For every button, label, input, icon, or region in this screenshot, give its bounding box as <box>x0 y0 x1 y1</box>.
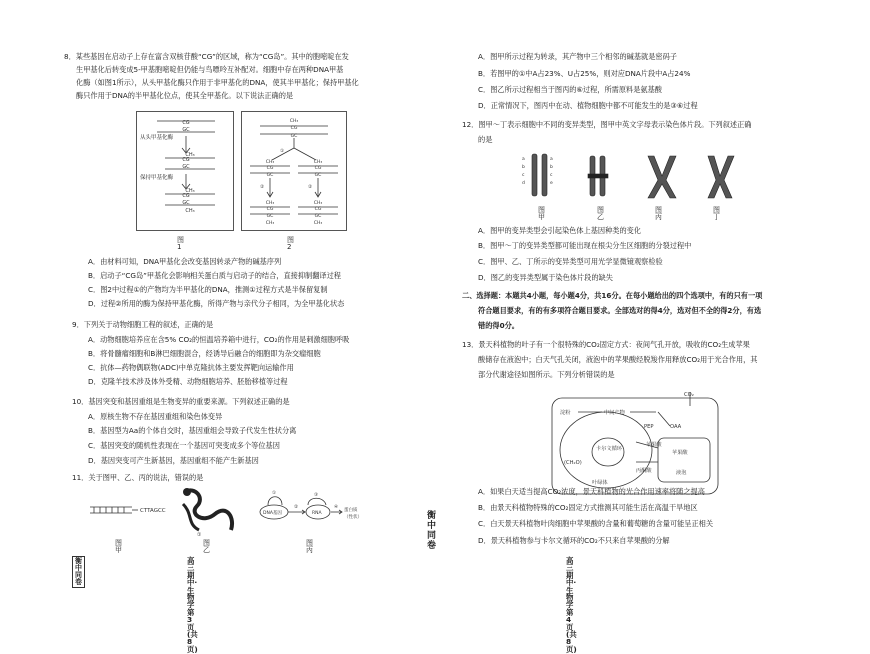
q9-option-a: A．动物细胞培养应在含5% CO₂的恒温培养箱中进行，CO₂的作用是刺激细胞呼吸 <box>88 335 350 344</box>
svg-text:GC: GC <box>266 214 274 219</box>
svg-text:CH₃: CH₃ <box>185 208 195 214</box>
svg-text:CH₃: CH₃ <box>313 160 323 165</box>
svg-text:CH₃: CH₃ <box>185 188 195 194</box>
svg-text:CG: CG <box>266 207 274 212</box>
q10-option-a: A．原核生物不存在基因重组和染色体变异 <box>88 412 223 421</box>
section2-line-1: 二、选择题：本题共4小题，每小题4分，共16分。在每小题给出的四个选项中，有的只有一项 <box>462 291 763 300</box>
q11-seq: CTTAGCC <box>140 508 166 514</box>
figure-2 <box>241 111 347 231</box>
q11-caption-bing: 图丙 <box>306 539 313 554</box>
svg-text:GC: GC <box>314 214 322 219</box>
fig2-caption: 图2 <box>287 236 294 251</box>
q13-vacuole: 液泡 <box>676 470 687 476</box>
svg-text:CG: CG <box>314 166 322 171</box>
q13-pyruvate: 丙酮酸 <box>636 468 652 474</box>
svg-text:①: ① <box>197 532 202 538</box>
q9-option-c: C．抗体—药物偶联物(ADC)中单克隆抗体主要发挥靶向运输作用 <box>88 363 294 372</box>
svg-text:b: b <box>550 165 553 170</box>
q11-dna-label: DNA基因 <box>263 511 282 516</box>
q11-stem: 11．关于图甲、乙、丙的说法，错误的是 <box>72 473 204 482</box>
q13-oaa: OAA <box>670 424 682 430</box>
q8-line-2: 生甲基化后转变成5-甲基胞嘧啶但仍能与鸟嘌呤互补配对。细胞中存在两种DNA甲基 <box>76 65 344 74</box>
fig1-label-denovo: 从头甲基化酶 <box>140 135 174 141</box>
q8-line-4: 酶只作用于DNA的半甲基化位点，使其全甲基化。以下说法正确的是 <box>76 91 294 100</box>
svg-text:GC: GC <box>182 127 190 133</box>
q13-option-b: B．由景天科植物特殊的CO₂固定方式推测其可能生活在高温干旱地区 <box>478 503 698 512</box>
svg-text:CG: CG <box>290 126 298 131</box>
q10-option-d: D．基因突变可产生新基因，基因重组不能产生新基因 <box>88 456 259 465</box>
svg-text:GC: GC <box>182 164 190 170</box>
q9-stem: 9．下列关于动物细胞工程的叙述，正确的是 <box>72 320 214 329</box>
q8-option-a: A．由材料可知，DNA甲基化会改变基因转录产物的碱基序列 <box>88 257 282 266</box>
q13-co2: CO₂ <box>684 392 694 398</box>
gutter-seal <box>425 510 443 572</box>
q8-option-b: B．启动子“CG岛”甲基化会影响相关蛋白质与启动子的结合，直接抑制翻译过程 <box>88 271 341 280</box>
svg-text:GC: GC <box>182 200 190 206</box>
svg-text:①: ① <box>279 149 285 154</box>
q12-figures <box>520 150 760 206</box>
svg-text:GC: GC <box>314 173 322 178</box>
q13-calvin: 卡尔文循环 <box>596 446 622 452</box>
q9-option-b: B．将骨髓瘤细胞和B淋巴细胞混合，经诱导后融合的细胞即为杂交瘤细胞 <box>88 349 321 358</box>
svg-text:b: b <box>522 165 525 170</box>
q11-rna-label: RNA <box>312 511 322 516</box>
svg-text:d: d <box>522 181 525 186</box>
section2-line-2: 符合题目要求，有的有多项符合题目要求。全部选对的得4分，选对但不全的得2分，有选 <box>478 306 762 315</box>
footer-right-page: 高三期中·生物学 第 4 页(共 8 页) <box>566 556 577 654</box>
q13-line-3: 部分代谢途径如图所示。下列分析错误的是 <box>478 370 615 379</box>
svg-text:②: ② <box>294 505 299 510</box>
fig1-caption: 图1 <box>177 236 184 251</box>
q12-option-a: A．图甲的变异类型会引起染色体上基因种类的变化 <box>478 226 642 235</box>
q11-caption-yi: 图乙 <box>203 539 210 554</box>
svg-text:CH₃: CH₃ <box>185 152 195 158</box>
svg-text:c: c <box>522 173 525 178</box>
svg-text:CH₃: CH₃ <box>265 160 275 165</box>
svg-text:c: c <box>550 173 553 178</box>
svg-text:CG: CG <box>314 207 322 212</box>
q10-option-b: B．基因型为Aa的个体自交时，基因重组会导致子代发生性状分离 <box>88 426 297 435</box>
svg-text:GC: GC <box>266 173 274 178</box>
q8-option-d: D．过程②所用的酶为保持甲基化酶，所得产物与亲代分子相同，为全甲基化状态 <box>88 299 345 308</box>
q12-caption-ding: 图丁 <box>713 206 720 221</box>
svg-text:CH₃: CH₃ <box>313 221 323 226</box>
svg-text:①: ① <box>272 491 277 496</box>
q13-starch: 淀粉 <box>560 410 571 416</box>
figure-1 <box>136 111 234 231</box>
q13-option-c: C．白天景天科植物叶肉细胞中苹果酸的含量和葡萄糖的含量可能呈正相关 <box>478 519 714 528</box>
svg-text:CG: CG <box>182 157 190 163</box>
q13-option-d: D．景天科植物参与卡尔文循环的CO₂不只来自苹果酸的分解 <box>478 536 670 545</box>
footer-left-page: 高三期中·生物学 第 3 页(共 8 页) <box>187 556 198 654</box>
q12-option-d: D．图乙的变异类型属于染色体片段的缺失 <box>478 273 613 282</box>
svg-text:②: ② <box>307 185 313 190</box>
svg-text:CG: CG <box>182 120 190 126</box>
q13-intermediate: 中间产物 <box>604 410 625 416</box>
q12-option-b: B．图甲～丁的变异类型都可能出现在根尖分生区细胞的分裂过程中 <box>478 241 692 250</box>
q11-option-d: D．正常情况下，图丙中在动、植物细胞中都不可能发生的是③⑥过程 <box>478 101 698 110</box>
q12-caption-bing: 图丙 <box>655 206 662 221</box>
q8-option-c: C．图2中过程①的产物均为半甲基化的DNA，推测①过程方式是半保留复制 <box>88 285 328 294</box>
q11-fig-jia <box>88 493 178 527</box>
q11-option-c: C．图乙所示过程相当于图丙的⑥过程，所需原料是氨基酸 <box>478 85 662 94</box>
q13-malate-vacuole: 苹果酸 <box>672 450 688 456</box>
svg-text:e: e <box>550 181 553 186</box>
q10-option-c: C．基因突变的随机性表现在一个基因可突变成多个等位基因 <box>88 441 280 450</box>
fig1-label-maintenance: 保持甲基化酶 <box>140 175 174 181</box>
figure-1-diagram <box>137 112 233 230</box>
footer-badge: 衡中同卷 <box>72 556 85 588</box>
section2-line-3: 错的得0分。 <box>478 321 519 330</box>
q13-line-1: 13．景天科植物的叶子有一个很特殊的CO₂固定方式：夜间气孔开放，吸收的CO₂生成苹果 <box>462 340 750 349</box>
svg-text:②: ② <box>259 185 265 190</box>
gutter-seal-text: 衡中同卷 <box>425 510 435 550</box>
svg-text:a: a <box>550 157 553 162</box>
q11-protein-label: 蛋白质 <box>344 508 358 513</box>
svg-text:CH₃: CH₃ <box>265 221 275 226</box>
svg-text:CG: CG <box>266 166 274 171</box>
q11-protein-label-2: （性状） <box>344 515 362 520</box>
q12-option-c: C．图甲、乙、丁所示的变异类型可用光学显微镜观察检验 <box>478 257 663 266</box>
q13-chloroplast: 叶绿体 <box>592 480 608 486</box>
q11-fig-bing <box>254 488 364 528</box>
svg-text:CH₃: CH₃ <box>313 201 323 206</box>
svg-text:CH₃: CH₃ <box>265 201 275 206</box>
q12-line-1: 12．图甲～丁表示细胞中不同的变异类型，图甲中英文字母表示染色体片段。下列叙述正确 <box>462 120 752 129</box>
q12-line-2: 的是 <box>478 135 493 144</box>
q9-option-d: D．克隆羊技术涉及体外受精、动物细胞培养、胚胎移植等过程 <box>88 377 288 386</box>
q13-pep: PEP <box>644 424 654 430</box>
svg-text:CH₃: CH₃ <box>289 119 299 124</box>
q11-option-a: A．图甲所示过程为转录，其产物中三个相邻的碱基就是密码子 <box>478 52 677 61</box>
q13-malate: 苹果酸 <box>646 442 662 448</box>
q13-option-a: A．如果白天适当提高CO₂浓度，景天科植物的光合作用速率将随之提高 <box>478 487 705 496</box>
svg-text:CG: CG <box>182 193 190 199</box>
q12-caption-jia: 图甲 <box>538 206 545 221</box>
svg-text:a: a <box>522 157 525 162</box>
q8-line-3: 化酶（如图1所示），从头甲基化酶只作用于非甲基化的DNA，使其半甲基化；保持甲基化 <box>76 78 359 87</box>
q11-fig-yi <box>175 484 245 538</box>
q13-diagram <box>548 388 724 498</box>
q12-caption-yi: 图乙 <box>597 206 604 221</box>
q13-ch2o: (CH₂O) <box>564 460 582 466</box>
figure-2-diagram <box>242 112 346 230</box>
q11-option-b: B．若图甲的①中A占23%、U占25%，则对应DNA片段中A占24% <box>478 69 691 78</box>
q13-line-2: 酸储存在液泡中；白天气孔关闭，液泡中的苹果酸经脱羧作用释放CO₂用于光合作用，其 <box>478 355 758 364</box>
q8-line-1: 8．某些基因在启动子上存在富含双核苷酸“CG”的区域，称为“CG岛”。其中的胞嘧啶在发 <box>64 52 349 61</box>
q10-stem: 10．基因突变和基因重组是生物变异的重要来源。下列叙述正确的是 <box>72 397 290 406</box>
svg-text:④: ④ <box>334 505 339 510</box>
q11-caption-jia: 图甲 <box>115 539 122 554</box>
svg-text:GC: GC <box>290 134 298 139</box>
svg-text:③: ③ <box>314 493 319 498</box>
